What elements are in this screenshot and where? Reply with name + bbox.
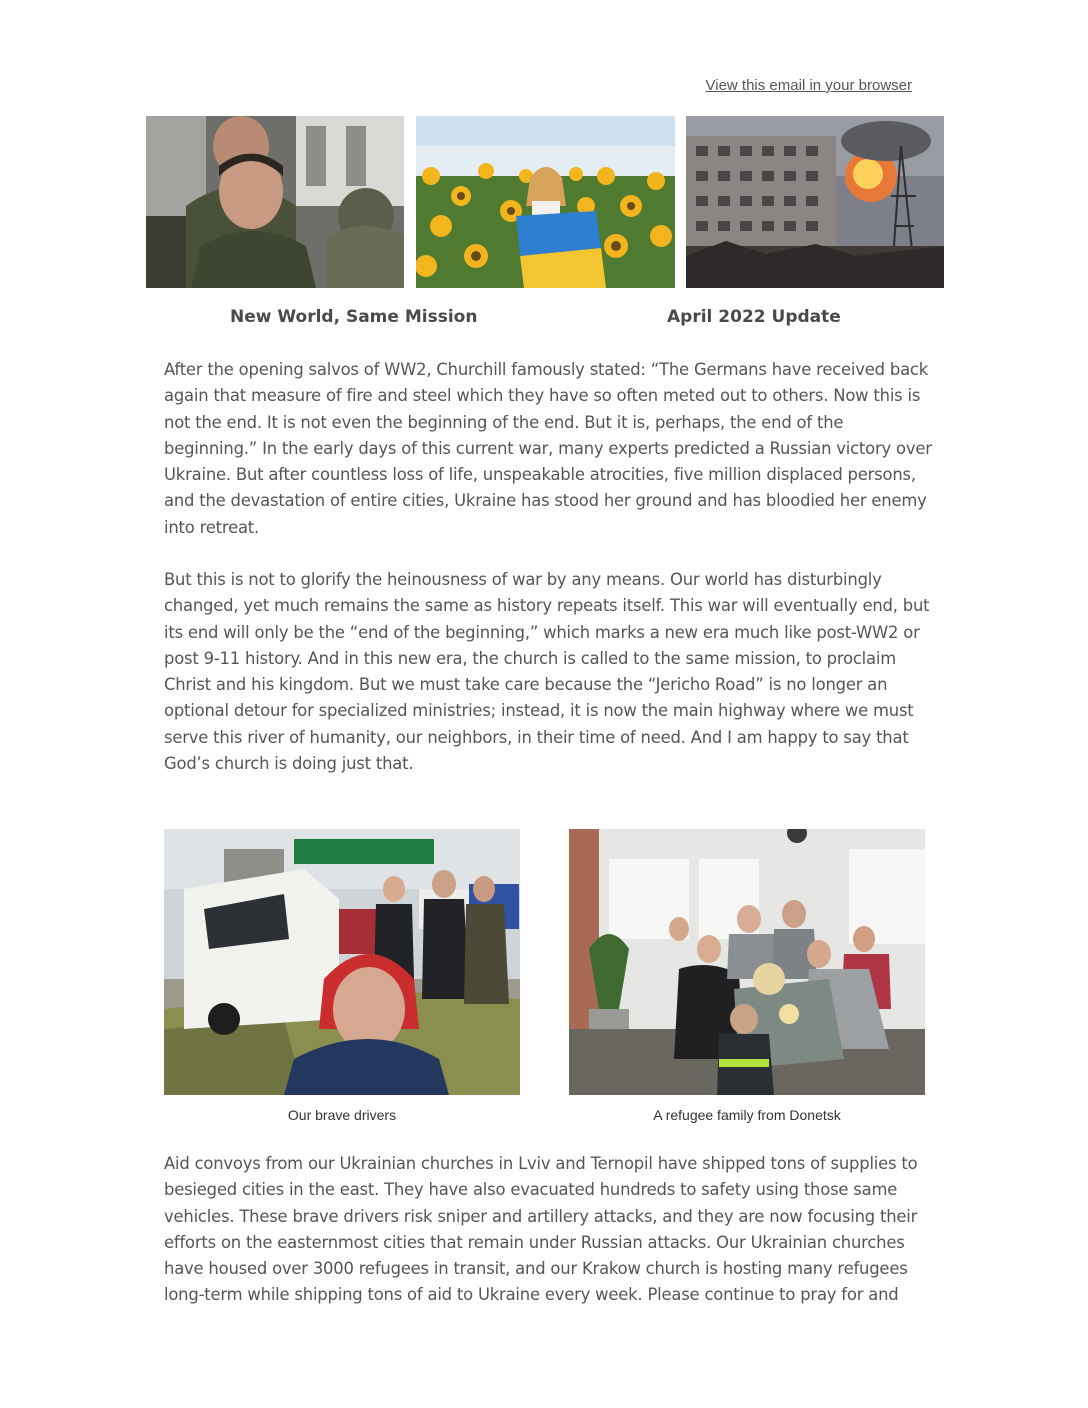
body-paragraph-3: Aid convoys from our Ukrainian churches in Lviv and Ternopil have shipped tons of supplies to besieged cities in the east. They have also evacuated hundreds to safety using those same vehicles. These brave drivers risk sniper and artillery attacks, and they are now focusing their efforts on the easternmost cities that remain under Russian attacks. Our Ukrainian churches have housed over 3000 refugees in transit, and our Krakow church is hosting many refugees long-term while shipping tons of aid to Ukraine every week. Please continue to pray for and xyxy=(164,1154,918,1305)
bombed-building-photo xyxy=(686,116,944,288)
drivers-photo xyxy=(164,829,520,1095)
headline-left: New World, Same Mission xyxy=(230,307,478,327)
body-paragraph-2: But this is not to glorify the heinousness of war by any means. Our world has disturbingly changed, yet much remains the same as history repeats itself. This war will eventually end, but its end will only be the “end of the beginning,” which marks a new era much like post-WW2 or post 9-11 history. And in this new era, the church is called to the same mission, to proclaim Christ and his kingdom. But we must take care because the “Jericho Road” is no longer an optional detour for specialized ministries; instead, it is now the main highway where we must serve this river of humanity, our neighbors, in their time of need. And I am happy to say that God’s church is doing just that. xyxy=(164,570,930,774)
caption-drivers: Our brave drivers xyxy=(287,1107,397,1123)
view-in-browser-link[interactable]: View this email in your browser xyxy=(705,77,912,94)
refugee-family-photo xyxy=(569,829,925,1095)
headline-right: April 2022 Update xyxy=(667,307,841,327)
sunflower-girl-photo xyxy=(416,116,675,288)
body-paragraph-1: After the opening salvos of WW2, Churchill famously stated: “The Germans have received back again that measure of fire and steel which they have so often meted out to others. Now this is not the end. It is not even the beginning of the end. But it is, perhaps, the end of the beginning.” In the early days of this current war, many experts predicted a Russian victory over Ukraine. But after countless loss of life, unspeakable atrocities, five million displaced persons, and the devastation of entire cities, Ukraine has stood her ground and has bloodied her enemy into retreat. xyxy=(164,360,932,537)
zelensky-photo xyxy=(146,116,404,288)
caption-refugee-family: A refugee family from Donetsk xyxy=(653,1107,841,1123)
